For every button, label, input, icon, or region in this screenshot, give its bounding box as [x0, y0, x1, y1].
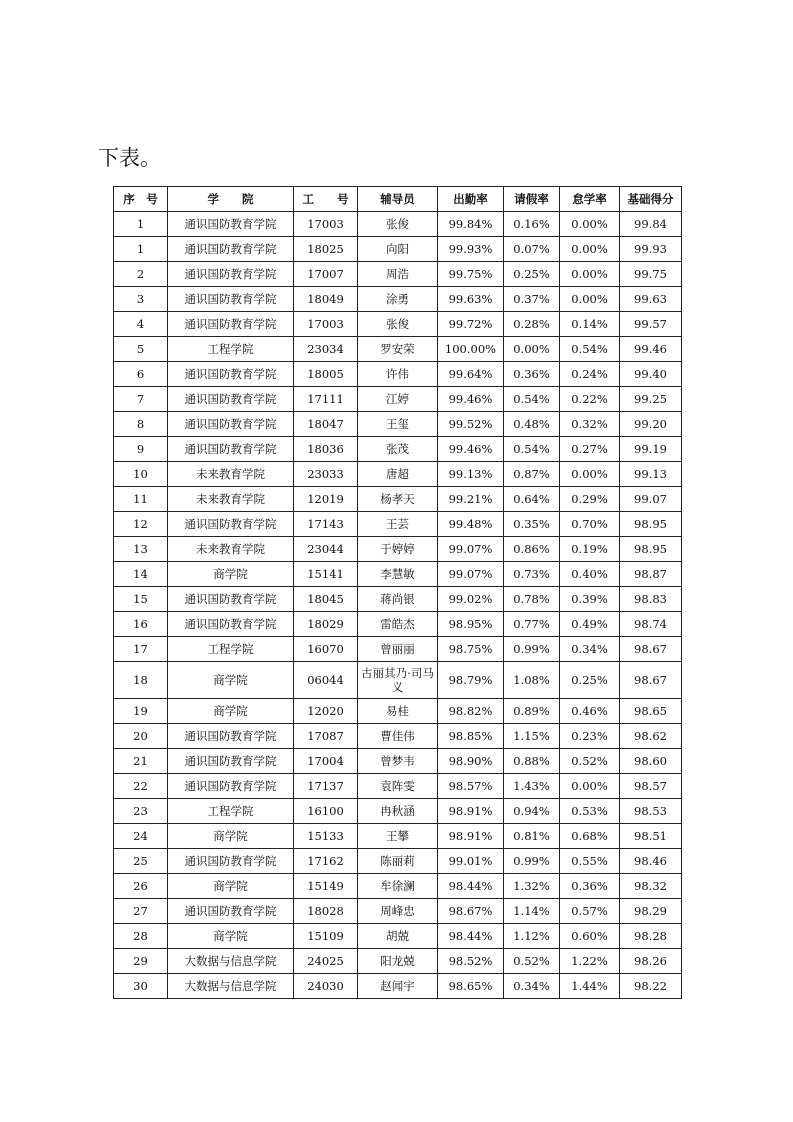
- cell-college: 未来教育学院: [168, 462, 294, 487]
- cell-counselor: 王芸: [358, 512, 438, 537]
- cell-id: 18049: [294, 287, 358, 312]
- cell-leave: 0.99%: [504, 637, 560, 662]
- cell-counselor: 于婷婷: [358, 537, 438, 562]
- cell-score: 98.74: [620, 612, 682, 637]
- cell-seq: 2: [114, 262, 168, 287]
- cell-leave: 0.07%: [504, 237, 560, 262]
- cell-leave: 0.48%: [504, 412, 560, 437]
- cell-id: 24025: [294, 949, 358, 974]
- cell-counselor: 蒋尚银: [358, 587, 438, 612]
- cell-attendance: 99.72%: [438, 312, 504, 337]
- cell-score: 99.25: [620, 387, 682, 412]
- cell-id: 17137: [294, 774, 358, 799]
- cell-attendance: 98.85%: [438, 724, 504, 749]
- cell-score: 98.87: [620, 562, 682, 587]
- table-row: [114, 924, 682, 949]
- cell-seq: 9: [114, 437, 168, 462]
- cell-leave: 1.14%: [504, 899, 560, 924]
- cell-absence: 0.34%: [560, 637, 620, 662]
- cell-id: 17003: [294, 312, 358, 337]
- cell-seq: 30: [114, 974, 168, 999]
- table-row: [114, 637, 682, 662]
- cell-college: 商学院: [168, 562, 294, 587]
- cell-absence: 0.00%: [560, 237, 620, 262]
- cell-leave: 0.16%: [504, 212, 560, 237]
- cell-score: 98.46: [620, 849, 682, 874]
- cell-counselor: 涂勇: [358, 287, 438, 312]
- cell-id: 18028: [294, 899, 358, 924]
- cell-id: 15133: [294, 824, 358, 849]
- cell-seq: 22: [114, 774, 168, 799]
- cell-id: 18029: [294, 612, 358, 637]
- cell-id: 23044: [294, 537, 358, 562]
- table-row: [114, 562, 682, 587]
- cell-seq: 26: [114, 874, 168, 899]
- cell-score: 98.53: [620, 799, 682, 824]
- cell-score: 99.84: [620, 212, 682, 237]
- cell-score: 98.95: [620, 512, 682, 537]
- cell-seq: 1: [114, 237, 168, 262]
- table-row: [114, 212, 682, 237]
- cell-absence: 0.68%: [560, 824, 620, 849]
- cell-attendance: 98.95%: [438, 612, 504, 637]
- table-row: [114, 362, 682, 387]
- cell-leave: 0.35%: [504, 512, 560, 537]
- cell-absence: 0.23%: [560, 724, 620, 749]
- cell-absence: 0.60%: [560, 924, 620, 949]
- cell-college: 通识国防教育学院: [168, 749, 294, 774]
- cell-counselor: 周浩: [358, 262, 438, 287]
- table-row: [114, 237, 682, 262]
- header-attendance: 出勤率: [438, 187, 504, 212]
- cell-leave: 0.34%: [504, 974, 560, 999]
- cell-leave: 0.89%: [504, 699, 560, 724]
- cell-score: 99.19: [620, 437, 682, 462]
- cell-id: 17004: [294, 749, 358, 774]
- table-row: [114, 974, 682, 999]
- cell-id: 17087: [294, 724, 358, 749]
- cell-leave: 0.88%: [504, 749, 560, 774]
- table-row: [114, 337, 682, 362]
- cell-score: 98.22: [620, 974, 682, 999]
- cell-leave: 0.86%: [504, 537, 560, 562]
- cell-attendance: 98.82%: [438, 699, 504, 724]
- cell-seq: 14: [114, 562, 168, 587]
- cell-score: 98.62: [620, 724, 682, 749]
- cell-leave: 0.37%: [504, 287, 560, 312]
- cell-seq: 12: [114, 512, 168, 537]
- cell-leave: 0.25%: [504, 262, 560, 287]
- cell-id: 18045: [294, 587, 358, 612]
- cell-leave: 0.73%: [504, 562, 560, 587]
- cell-seq: 25: [114, 849, 168, 874]
- table-row: [114, 949, 682, 974]
- table-row: [114, 662, 682, 699]
- cell-score: 98.67: [620, 637, 682, 662]
- cell-college: 大数据与信息学院: [168, 949, 294, 974]
- cell-score: 98.32: [620, 874, 682, 899]
- cell-attendance: 98.44%: [438, 874, 504, 899]
- cell-attendance: 98.65%: [438, 974, 504, 999]
- table-row: [114, 387, 682, 412]
- cell-counselor: 王攀: [358, 824, 438, 849]
- cell-absence: 0.52%: [560, 749, 620, 774]
- cell-attendance: 100.00%: [438, 337, 504, 362]
- table-row: [114, 612, 682, 637]
- cell-seq: 6: [114, 362, 168, 387]
- cell-college: 通识国防教育学院: [168, 612, 294, 637]
- cell-counselor: 曹佳伟: [358, 724, 438, 749]
- cell-leave: 0.36%: [504, 362, 560, 387]
- header-counselor: 辅导员: [358, 187, 438, 212]
- cell-id: 18036: [294, 437, 358, 462]
- cell-counselor: 古丽其乃·司马义: [358, 662, 438, 699]
- cell-score: 98.26: [620, 949, 682, 974]
- cell-score: 98.95: [620, 537, 682, 562]
- cell-score: 99.40: [620, 362, 682, 387]
- cell-college: 商学院: [168, 699, 294, 724]
- cell-attendance: 98.67%: [438, 899, 504, 924]
- cell-seq: 11: [114, 487, 168, 512]
- cell-leave: 0.81%: [504, 824, 560, 849]
- cell-college: 工程学院: [168, 799, 294, 824]
- cell-counselor: 周峰忠: [358, 899, 438, 924]
- cell-id: 17003: [294, 212, 358, 237]
- cell-leave: 0.64%: [504, 487, 560, 512]
- cell-seq: 17: [114, 637, 168, 662]
- table-row: [114, 699, 682, 724]
- cell-score: 99.93: [620, 237, 682, 262]
- cell-score: 99.07: [620, 487, 682, 512]
- cell-absence: 0.57%: [560, 899, 620, 924]
- cell-attendance: 99.75%: [438, 262, 504, 287]
- cell-id: 12020: [294, 699, 358, 724]
- cell-seq: 15: [114, 587, 168, 612]
- table-row: [114, 724, 682, 749]
- table-row: [114, 749, 682, 774]
- cell-counselor: 阳龙兢: [358, 949, 438, 974]
- cell-leave: 1.08%: [504, 662, 560, 699]
- cell-absence: 0.53%: [560, 799, 620, 824]
- cell-attendance: 98.91%: [438, 824, 504, 849]
- cell-id: 15141: [294, 562, 358, 587]
- table-header-row: [114, 187, 682, 212]
- table-row: [114, 849, 682, 874]
- cell-college: 通识国防教育学院: [168, 412, 294, 437]
- cell-id: 16070: [294, 637, 358, 662]
- cell-attendance: 99.46%: [438, 437, 504, 462]
- cell-attendance: 99.63%: [438, 287, 504, 312]
- cell-counselor: 江婷: [358, 387, 438, 412]
- cell-id: 23034: [294, 337, 358, 362]
- cell-absence: 0.54%: [560, 337, 620, 362]
- cell-leave: 0.78%: [504, 587, 560, 612]
- cell-absence: 0.00%: [560, 262, 620, 287]
- cell-attendance: 99.52%: [438, 412, 504, 437]
- cell-attendance: 99.01%: [438, 849, 504, 874]
- cell-absence: 0.55%: [560, 849, 620, 874]
- cell-attendance: 98.90%: [438, 749, 504, 774]
- cell-attendance: 99.02%: [438, 587, 504, 612]
- cell-counselor: 陈丽莉: [358, 849, 438, 874]
- table-row: [114, 412, 682, 437]
- cell-college: 商学院: [168, 824, 294, 849]
- cell-seq: 7: [114, 387, 168, 412]
- table-row: [114, 312, 682, 337]
- cell-score: 98.83: [620, 587, 682, 612]
- cell-counselor: 唐超: [358, 462, 438, 487]
- cell-attendance: 99.64%: [438, 362, 504, 387]
- cell-counselor: 易桂: [358, 699, 438, 724]
- cell-attendance: 99.07%: [438, 537, 504, 562]
- cell-leave: 1.43%: [504, 774, 560, 799]
- table-row: [114, 537, 682, 562]
- cell-score: 98.57: [620, 774, 682, 799]
- cell-seq: 1: [114, 212, 168, 237]
- cell-absence: 0.40%: [560, 562, 620, 587]
- cell-college: 通识国防教育学院: [168, 724, 294, 749]
- cell-attendance: 98.75%: [438, 637, 504, 662]
- cell-counselor: 许伟: [358, 362, 438, 387]
- cell-seq: 4: [114, 312, 168, 337]
- cell-attendance: 99.46%: [438, 387, 504, 412]
- cell-seq: 21: [114, 749, 168, 774]
- cell-id: 18005: [294, 362, 358, 387]
- cell-counselor: 雷皓杰: [358, 612, 438, 637]
- cell-seq: 13: [114, 537, 168, 562]
- cell-absence: 0.22%: [560, 387, 620, 412]
- cell-counselor: 袁阵雯: [358, 774, 438, 799]
- cell-id: 23033: [294, 462, 358, 487]
- cell-counselor: 张俊: [358, 212, 438, 237]
- cell-id: 12019: [294, 487, 358, 512]
- table-row: [114, 587, 682, 612]
- cell-absence: 0.00%: [560, 462, 620, 487]
- cell-leave: 1.15%: [504, 724, 560, 749]
- cell-id: 18047: [294, 412, 358, 437]
- cell-absence: 0.70%: [560, 512, 620, 537]
- cell-attendance: 99.93%: [438, 237, 504, 262]
- table-row: [114, 512, 682, 537]
- cell-id: 17162: [294, 849, 358, 874]
- cell-absence: 0.00%: [560, 287, 620, 312]
- cell-score: 99.63: [620, 287, 682, 312]
- cell-college: 未来教育学院: [168, 487, 294, 512]
- table-row: [114, 824, 682, 849]
- cell-attendance: 99.84%: [438, 212, 504, 237]
- cell-seq: 3: [114, 287, 168, 312]
- cell-id: 15109: [294, 924, 358, 949]
- cell-seq: 16: [114, 612, 168, 637]
- cell-college: 商学院: [168, 924, 294, 949]
- cell-college: 商学院: [168, 662, 294, 699]
- cell-score: 99.46: [620, 337, 682, 362]
- cell-id: 15149: [294, 874, 358, 899]
- header-seq: 序 号: [114, 187, 168, 212]
- cell-seq: 23: [114, 799, 168, 824]
- cell-seq: 27: [114, 899, 168, 924]
- cell-college: 通识国防教育学院: [168, 387, 294, 412]
- cell-college: 通识国防教育学院: [168, 512, 294, 537]
- cell-counselor: 李慧敏: [358, 562, 438, 587]
- cell-absence: 0.29%: [560, 487, 620, 512]
- cell-absence: 0.14%: [560, 312, 620, 337]
- cell-counselor: 牟徐澜: [358, 874, 438, 899]
- cell-leave: 0.87%: [504, 462, 560, 487]
- cell-absence: 0.27%: [560, 437, 620, 462]
- cell-attendance: 98.91%: [438, 799, 504, 824]
- cell-college: 通识国防教育学院: [168, 362, 294, 387]
- cell-college: 未来教育学院: [168, 537, 294, 562]
- cell-attendance: 98.44%: [438, 924, 504, 949]
- cell-id: 16100: [294, 799, 358, 824]
- cell-absence: 0.39%: [560, 587, 620, 612]
- cell-counselor: 冉秋涵: [358, 799, 438, 824]
- cell-id: 17111: [294, 387, 358, 412]
- cell-leave: 0.54%: [504, 387, 560, 412]
- cell-college: 通识国防教育学院: [168, 849, 294, 874]
- cell-score: 99.57: [620, 312, 682, 337]
- cell-score: 99.20: [620, 412, 682, 437]
- cell-seq: 8: [114, 412, 168, 437]
- header-leave: 请假率: [504, 187, 560, 212]
- cell-leave: 0.28%: [504, 312, 560, 337]
- cell-counselor: 曾丽丽: [358, 637, 438, 662]
- cell-college: 工程学院: [168, 637, 294, 662]
- cell-score: 98.51: [620, 824, 682, 849]
- table-row: [114, 874, 682, 899]
- cell-absence: 0.25%: [560, 662, 620, 699]
- cell-counselor: 罗安荣: [358, 337, 438, 362]
- cell-counselor: 杨孝天: [358, 487, 438, 512]
- table-row: [114, 287, 682, 312]
- table-body: [114, 212, 682, 999]
- cell-attendance: 99.48%: [438, 512, 504, 537]
- cell-counselor: 曾梦韦: [358, 749, 438, 774]
- cell-college: 工程学院: [168, 337, 294, 362]
- cell-college: 商学院: [168, 874, 294, 899]
- cell-id: 18025: [294, 237, 358, 262]
- cell-absence: 0.00%: [560, 212, 620, 237]
- cell-attendance: 99.13%: [438, 462, 504, 487]
- cell-attendance: 98.57%: [438, 774, 504, 799]
- cell-attendance: 98.52%: [438, 949, 504, 974]
- cell-absence: 0.24%: [560, 362, 620, 387]
- cell-counselor: 向阳: [358, 237, 438, 262]
- cell-absence: 0.00%: [560, 774, 620, 799]
- cell-counselor: 王玺: [358, 412, 438, 437]
- cell-college: 通识国防教育学院: [168, 312, 294, 337]
- cell-seq: 10: [114, 462, 168, 487]
- cell-leave: 0.52%: [504, 949, 560, 974]
- cell-college: 通识国防教育学院: [168, 212, 294, 237]
- intro-text: 下表。: [98, 146, 161, 170]
- cell-leave: 0.54%: [504, 437, 560, 462]
- cell-seq: 24: [114, 824, 168, 849]
- cell-id: 17143: [294, 512, 358, 537]
- cell-score: 99.75: [620, 262, 682, 287]
- header-score: 基础得分: [620, 187, 682, 212]
- cell-college: 通识国防教育学院: [168, 587, 294, 612]
- cell-absence: 0.32%: [560, 412, 620, 437]
- cell-absence: 0.49%: [560, 612, 620, 637]
- cell-counselor: 张茂: [358, 437, 438, 462]
- cell-id: 17007: [294, 262, 358, 287]
- cell-absence: 0.36%: [560, 874, 620, 899]
- cell-college: 通识国防教育学院: [168, 437, 294, 462]
- cell-college: 大数据与信息学院: [168, 974, 294, 999]
- cell-absence: 0.46%: [560, 699, 620, 724]
- table-row: [114, 774, 682, 799]
- cell-score: 99.13: [620, 462, 682, 487]
- cell-leave: 0.00%: [504, 337, 560, 362]
- cell-seq: 5: [114, 337, 168, 362]
- cell-college: 通识国防教育学院: [168, 899, 294, 924]
- cell-attendance: 99.21%: [438, 487, 504, 512]
- cell-leave: 0.77%: [504, 612, 560, 637]
- cell-college: 通识国防教育学院: [168, 287, 294, 312]
- header-absence: 怠学率: [560, 187, 620, 212]
- cell-leave: 1.12%: [504, 924, 560, 949]
- cell-counselor: 张俊: [358, 312, 438, 337]
- header-id: 工 号: [294, 187, 358, 212]
- table-row: [114, 262, 682, 287]
- cell-score: 98.67: [620, 662, 682, 699]
- table-row: [114, 437, 682, 462]
- cell-id: 06044: [294, 662, 358, 699]
- cell-seq: 28: [114, 924, 168, 949]
- cell-college: 通识国防教育学院: [168, 262, 294, 287]
- cell-absence: 0.19%: [560, 537, 620, 562]
- cell-attendance: 99.07%: [438, 562, 504, 587]
- cell-absence: 1.44%: [560, 974, 620, 999]
- cell-counselor: 胡兢: [358, 924, 438, 949]
- table-row: [114, 799, 682, 824]
- cell-score: 98.29: [620, 899, 682, 924]
- cell-seq: 20: [114, 724, 168, 749]
- cell-counselor: 赵闻宇: [358, 974, 438, 999]
- cell-score: 98.28: [620, 924, 682, 949]
- cell-id: 24030: [294, 974, 358, 999]
- cell-leave: 0.94%: [504, 799, 560, 824]
- cell-leave: 0.99%: [504, 849, 560, 874]
- cell-absence: 1.22%: [560, 949, 620, 974]
- table-row: [114, 462, 682, 487]
- cell-college: 通识国防教育学院: [168, 774, 294, 799]
- header-college: 学 院: [168, 187, 294, 212]
- score-table: [113, 186, 682, 999]
- cell-college: 通识国防教育学院: [168, 237, 294, 262]
- table-row: [114, 487, 682, 512]
- cell-score: 98.60: [620, 749, 682, 774]
- cell-attendance: 98.79%: [438, 662, 504, 699]
- cell-seq: 18: [114, 662, 168, 699]
- cell-seq: 19: [114, 699, 168, 724]
- table-row: [114, 899, 682, 924]
- cell-seq: 29: [114, 949, 168, 974]
- cell-leave: 1.32%: [504, 874, 560, 899]
- cell-score: 98.65: [620, 699, 682, 724]
